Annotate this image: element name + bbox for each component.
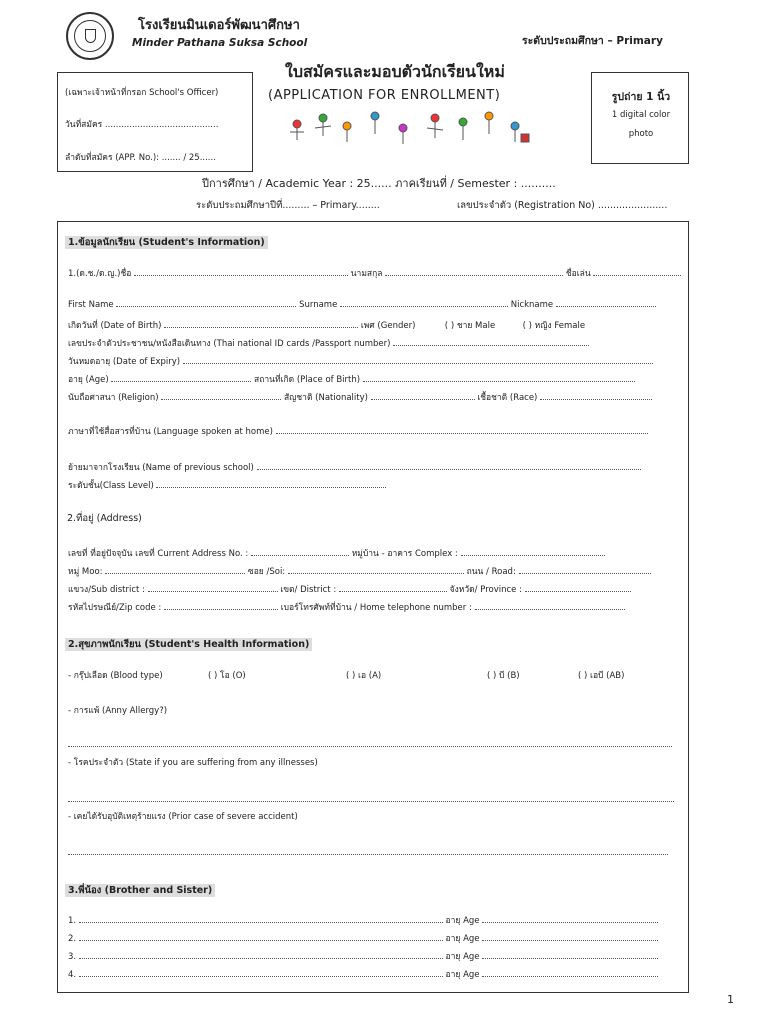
race-label: เชื้อชาติ (Race): [477, 393, 538, 403]
current-address-label: เลขที่ ที่อยู่ปัจจุบัน เลขที่ Current Address No. :: [68, 549, 249, 559]
moo-label: หมู่ Moo:: [68, 567, 103, 577]
age-row[interactable]: [68, 372, 635, 386]
children-illustration: [285, 104, 535, 150]
officer-box-heading: (เฉพาะเจ้าหน้าที่กรอก School's Officer): [65, 88, 219, 98]
section-health-title: 2.สุขภาพนักเรียน (Student's Health Information): [65, 638, 312, 651]
sibling-age-label: อายุ Age: [445, 952, 480, 962]
school-name-thai: โรงเรียนมินเดอร์พัฒนาศึกษา: [138, 18, 300, 33]
id-label: เลขประจำตัวประชาชน/หนังสือเดินทาง (Thai national ID cards /Passport number): [68, 339, 391, 349]
accident-label: - เคยได้รับอุบัติเหตุร้ายแรง (Prior case of severe accident): [68, 812, 298, 822]
photo-box-line2: photo: [628, 129, 654, 139]
province-label: จังหวัด/ Province :: [449, 585, 522, 595]
photo-box-title: รูปถ่าย 1 นิ้ว: [611, 91, 671, 103]
place-of-birth-label: สถานที่เกิด (Place of Birth): [254, 375, 361, 385]
language-row[interactable]: [68, 424, 648, 438]
allergy-input-line[interactable]: [68, 746, 672, 747]
sibling-row[interactable]: [68, 913, 658, 927]
section-siblings: [65, 878, 215, 898]
blood-b-option[interactable]: ( ) บี (B): [487, 671, 520, 681]
sibling-number: 1.: [68, 916, 77, 926]
registration-number-line[interactable]: เลขประจำตัว (Registration No) .......................: [457, 200, 668, 211]
district-label: เขต/ District :: [280, 585, 337, 595]
language-label: ภาษาที่ใช้สื่อสารที่บ้าน (Language spoken at home): [68, 427, 273, 437]
section-student-info-title: 1.ข้อมูลนักเรียน (Student's Information): [65, 236, 268, 249]
moo-row[interactable]: [68, 564, 651, 578]
class-level-row[interactable]: [68, 478, 386, 492]
soi-label: ซอย /Soi:: [247, 567, 286, 577]
class-level-line[interactable]: ระดับประถมศึกษาปีที่......... – Primary........: [196, 200, 380, 211]
accident-input-line[interactable]: [68, 854, 668, 855]
address-row[interactable]: [68, 546, 605, 560]
application-number-field[interactable]: ลำดับที่สมัคร (APP. No.): ....... / 25......: [65, 153, 216, 163]
age-label: อายุ (Age): [68, 375, 109, 385]
blood-type-row[interactable]: [68, 668, 163, 682]
sibling-number: 2.: [68, 934, 77, 944]
gender-label: เพศ (Gender): [360, 321, 416, 331]
previous-school-row[interactable]: [68, 460, 641, 474]
religion-row[interactable]: [68, 390, 652, 404]
first-name-label: First Name: [68, 300, 114, 310]
zip-label: รหัสไปรษณีย์/Zip code :: [68, 603, 162, 613]
district-row[interactable]: [68, 582, 631, 596]
dob-label: เกิดวันที่ (Date of Birth): [68, 321, 162, 331]
sub-district-label: แขวง/Sub district :: [68, 585, 145, 595]
school-logo: [66, 12, 114, 60]
photo-box[interactable]: [591, 72, 689, 164]
gender-male-option[interactable]: ( ) ชาย Male: [444, 321, 496, 331]
application-date-field[interactable]: วันที่สมัคร ..........................................: [65, 120, 219, 130]
blood-type-label: - กรุ๊ปเลือด (Blood type): [68, 671, 163, 681]
form-title-thai: ใบสมัครและมอบตัวนักเรียนใหม่: [285, 62, 505, 81]
gender-female-option[interactable]: ( ) หญิง Female: [522, 321, 586, 331]
expiry-label: วันหมดอายุ (Date of Expiry): [68, 357, 181, 367]
sibling-age-label: อายุ Age: [445, 934, 480, 944]
sibling-row[interactable]: [68, 967, 658, 981]
section-health: [65, 632, 312, 652]
photo-box-line1: 1 digital color: [611, 110, 671, 120]
blood-o-option[interactable]: ( ) โอ (O): [208, 671, 246, 681]
blood-a-option[interactable]: ( ) เอ (A): [346, 671, 382, 681]
road-label: ถนน / Road:: [466, 567, 516, 577]
sibling-number: 3.: [68, 952, 77, 962]
nationality-label: สัญชาติ (Nationality): [283, 393, 368, 403]
sibling-age-label: อายุ Age: [445, 916, 480, 926]
allergy-label: - การแพ้ (Anny Allergy?): [68, 706, 168, 716]
academic-year-line[interactable]: ปีการศึกษา / Academic Year : 25...... ภาคเรียนที่ / Semester : ..........: [202, 177, 556, 190]
blood-ab-option[interactable]: ( ) เอบี (AB): [578, 671, 625, 681]
sibling-row[interactable]: [68, 931, 658, 945]
sibling-number: 4.: [68, 970, 77, 980]
section-student-info: [65, 230, 268, 250]
id-row[interactable]: [68, 336, 589, 350]
sibling-row[interactable]: [68, 949, 658, 963]
surname-thai-label: นามสกุล: [350, 269, 383, 279]
officer-box: [57, 72, 253, 172]
complex-label: หมู่บ้าน - อาคาร Complex :: [351, 549, 458, 559]
school-level: ระดับประถมศึกษา – Primary: [522, 35, 663, 47]
class-level-label: ระดับชั้น(Class Level): [68, 481, 154, 491]
illness-label: - โรคประจำตัว (State if you are suffering from any illnesses): [68, 758, 318, 768]
section-address-title: 2.ที่อยู่ (Address): [67, 513, 142, 524]
first-name-row[interactable]: [68, 300, 656, 310]
sibling-age-label: อายุ Age: [445, 970, 480, 980]
nickname-thai-label: ชื่อเล่น: [565, 269, 591, 279]
religion-label: นับถือศาสนา (Religion): [68, 393, 159, 403]
zip-row[interactable]: [68, 600, 625, 614]
name-thai-label: 1.(ด.ช./ด.ญ.)ชื่อ: [68, 269, 132, 279]
surname-label: Surname: [299, 300, 338, 310]
page-number: 1: [727, 993, 734, 1006]
dob-row[interactable]: [68, 318, 585, 332]
previous-school-label: ย้ายมาจากโรงเรียน (Name of previous school): [68, 463, 254, 473]
name-row[interactable]: [68, 266, 681, 280]
home-phone-label: เบอร์โทรศัพท์ที่บ้าน / Home telephone number :: [280, 603, 472, 613]
section-siblings-title: 3.พี่น้อง (Brother and Sister): [65, 884, 215, 897]
expiry-row[interactable]: [68, 354, 653, 368]
illness-input-line[interactable]: [68, 801, 674, 802]
form-title-english: (APPLICATION FOR ENROLLMENT): [268, 88, 501, 103]
school-name-english: Minder Pathana Suksa School: [132, 37, 308, 49]
nickname-label: Nickname: [510, 300, 554, 310]
